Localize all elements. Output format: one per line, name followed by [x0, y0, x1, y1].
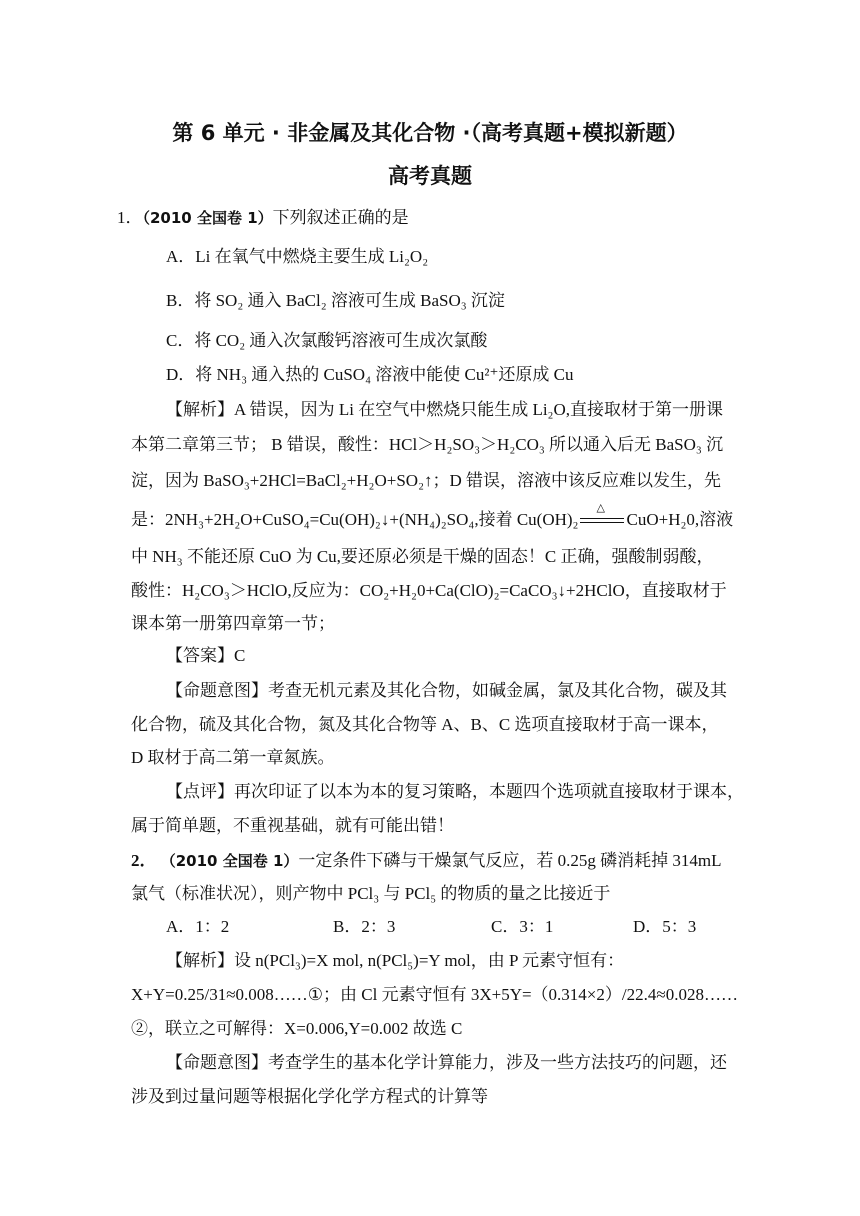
- q2-stem-line: 氯气（标准状况），则产物中 PCl₃ 与 PCl₅ 的物质的量之比接近于: [131, 884, 611, 903]
- q1-stem-line: [117, 203, 409, 228]
- q1-stem: 下列叙述正确的是: [272, 208, 409, 227]
- q2-analysis-line: ②，联立之可解得：X=0.006,Y=0.002 故选 C: [131, 1019, 463, 1038]
- section-title: 高考真题: [388, 164, 472, 188]
- q1-option-b: B．将 SO₂ 通入 BaCl₂ 溶液可生成 BaSO₃ 沉淀: [166, 291, 505, 310]
- q1-option-d: D．将 NH₃ 通入热的 CuSO₄ 溶液中能使 Cu²⁺还原成 Cu: [166, 365, 574, 384]
- q2-stem: 一定条件下磷与干燥氯气反应，若 0.25g 磷消耗掉 314mL: [298, 851, 722, 870]
- q1-analysis-line: 淀，因为 BaSO₃+2HCl=BaCl₂+H₂O+SO₂↑；D 错误，溶液中该反应难以发生，先: [131, 471, 722, 490]
- q2-analysis-line: 【解析】设 n(PCl₃)=X mol, n(PCl₅)=Y mol，由 P 元素守恒有：: [166, 951, 625, 970]
- q1-comment-line: 【点评】再次印证了以本为本的复习策略，本题四个选项就直接取材于课本，: [166, 782, 744, 801]
- q1-intent-line: 化合物，硫及其化合物，氮及其化合物等 A、B、C 选项直接取材于高一课本，: [131, 715, 719, 734]
- q1-analysis-line-reaction: [131, 502, 734, 530]
- q2-option-d: D．5：3: [633, 917, 697, 936]
- q1-analysis-reaction-part1: 是：2NH₃+2H₂O+CuSO₄=Cu(OH)₂↓+(NH₄)₂SO₄,接着 Cu(OH)₂: [131, 510, 579, 529]
- q1-comment-line: 属于简单题，不重视基础，就有可能出错！: [131, 816, 454, 835]
- q1-answer: 【答案】C: [166, 646, 246, 665]
- q2-option-a: A．1：2: [166, 917, 230, 936]
- q1-intent-line: 【命题意图】考查无机元素及其化合物，如碱金属，氯及其化合物，碳及其: [166, 681, 727, 700]
- q1-analysis-line: 中 NH₃ 不能还原 CuO 为 Cu,要还原必须是干燥的固态！C 正确，强酸制弱酸，: [131, 547, 714, 566]
- q1-analysis-line: 课本第一册第四章第一节；: [131, 614, 335, 633]
- q2-intent-line: 【命题意图】考查学生的基本化学计算能力，涉及一些方法技巧的问题，还: [166, 1053, 727, 1072]
- heat-condition-symbol: [578, 502, 626, 528]
- q1-analysis-line: 酸性：H₂CO₃＞HClO,反应为：CO₂+H₂0+Ca(ClO)₂=CaCO₃↓+2HClO，直接取材于: [131, 581, 727, 600]
- q2-option-c: C．3：1: [491, 917, 554, 936]
- q2-intent-line: 涉及到过量问题等根据化学化学方程式的计算等: [131, 1087, 488, 1106]
- q1-analysis-line: 本第二章第三节； B 错误，酸性：HCl＞H₂SO₃＞H₂CO₃ 所以通入后无 BaSO₃ 沉: [131, 435, 724, 454]
- q1-option-c: C．将 CO₂ 通入次氯酸钙溶液可生成次氯酸: [166, 331, 488, 350]
- q1-intent-line: D 取材于高二第一章氮族。: [131, 748, 335, 767]
- q2-source: （2010 全国卷 1）: [160, 852, 299, 870]
- triangle-heat-icon: △: [596, 502, 605, 515]
- q1-analysis-line: 【解析】A 错误，因为 Li 在空气中燃烧只能生成 Li₂O,直接取材于第一册课: [166, 400, 724, 419]
- q2-number: 2．: [131, 851, 157, 870]
- q2-stem-line: [131, 846, 722, 871]
- q1-number: 1．: [117, 208, 143, 227]
- q1-source: （2010 全国卷 1）: [142, 209, 273, 227]
- q1-option-a: A．Li 在氧气中燃烧主要生成 Li₂O₂: [166, 247, 429, 266]
- main-title: 第 6 单元 · 非金属及其化合物 ·（高考真题+模拟新题）: [172, 121, 688, 145]
- q2-option-b: B．2：3: [333, 917, 396, 936]
- q2-analysis-line: X+Y=0.25/31≈0.008……①；由 Cl 元素守恒有 3X+5Y=（0.314×2）/22.4≈0.028……: [131, 985, 738, 1004]
- q1-analysis-reaction-part2: CuO+H₂0,溶液: [626, 510, 734, 529]
